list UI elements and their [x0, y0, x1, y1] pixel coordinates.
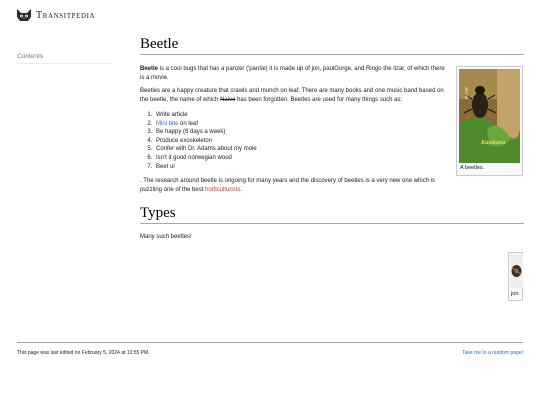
list-item-text: Beet ul: [156, 163, 175, 170]
list-item-text: Produce exoskeleton: [156, 137, 213, 144]
page-footer: [17, 342, 523, 356]
list-item-text: Be happy (8 days a week): [156, 129, 226, 136]
jon-image[interactable]: [510, 254, 523, 288]
types-paragraph: Many such beetles!: [140, 234, 192, 241]
thumbnail-caption: A beetles.: [460, 165, 485, 171]
site-header[interactable]: [16, 8, 95, 22]
struck-band-name: Naive: [220, 97, 236, 103]
section-title-types: Types: [140, 205, 524, 224]
list-item-text: Confer with Dr. Adams about my mole: [156, 146, 257, 153]
site-name[interactable]: Transitpedia: [36, 9, 96, 21]
second-paragraph: [140, 87, 448, 105]
beetle-thumbnail[interactable]: [456, 66, 523, 176]
cat-face-icon[interactable]: [16, 8, 32, 22]
random-page-link[interactable]: Take me to a random page!: [462, 350, 523, 356]
jon-thumbnail[interactable]: [508, 252, 523, 301]
table-of-contents: [17, 53, 112, 64]
mini-bite-link[interactable]: Mini bite: [156, 120, 179, 127]
para2-before: Beetles are a happy creature that crawls and munch on leaf. There are many books and one music band based on the beetle, the name of which: [140, 88, 444, 103]
stamp-code: 35146: [464, 87, 469, 100]
beetle-image[interactable]: [459, 69, 520, 163]
intro-bold-term: Beetle: [140, 66, 159, 72]
list-item-text: Write article: [156, 112, 188, 118]
jon-caption: jon.: [511, 291, 520, 297]
horticulturists-link[interactable]: horticulturists: [205, 187, 241, 194]
toc-label: Contents: [17, 53, 112, 64]
para3-end: .: [240, 187, 243, 194]
intro-paragraph: [140, 65, 448, 83]
third-paragraph: [140, 177, 448, 195]
page-title: Beetle: [140, 36, 524, 55]
para3-text: . The research around beetle is ongoing for many years and the discovery of beetles is a very new one which is puzzling one of the best: [140, 178, 436, 194]
list-item-text: Isn't it good norwegian wood: [156, 154, 232, 161]
intro-text: is a cool bugs that has a panzer ('panšɐ) it is made up of jon, paulGorge, and Ringo the lizar, of which there is a movie.: [140, 66, 445, 81]
last-edited-text: This page was last edited on February 5, 2024 at 12:55 PM.: [17, 350, 150, 356]
stamp-label: Kumkana: [481, 140, 506, 146]
list-item-text: on leaf: [178, 120, 199, 127]
para2-after: has been forgotten. Beetles are used for many things such as:: [235, 97, 403, 103]
